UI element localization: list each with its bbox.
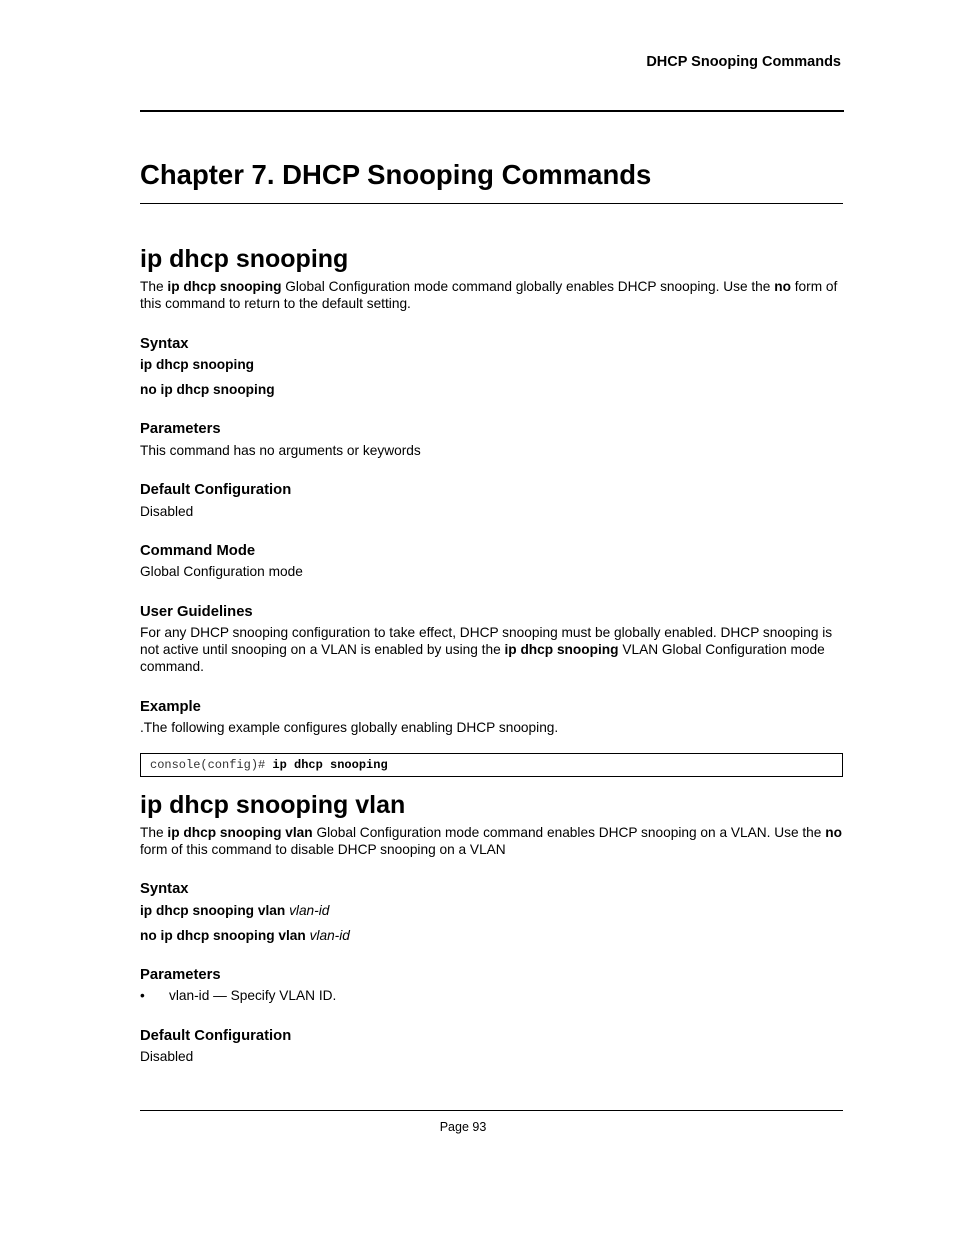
page-number: Page 93 xyxy=(439,1120,487,1134)
intro-text: The xyxy=(140,825,168,840)
guidelines-command: ip dhcp snooping xyxy=(504,642,619,657)
intro-text: The xyxy=(140,279,168,294)
intro-command: ip dhcp snooping xyxy=(167,279,282,294)
parameters-heading: Parameters xyxy=(140,421,221,437)
section-title-ip-dhcp-snooping-vlan: ip dhcp snooping vlan xyxy=(140,791,406,819)
syntax-line: no ip dhcp snooping xyxy=(140,382,275,397)
syntax-line xyxy=(140,902,329,919)
syntax-heading: Syntax xyxy=(140,336,189,352)
intro-text: Global Configuration mode command enables DHCP snooping on a VLAN. Use the xyxy=(312,825,826,840)
intro-keyword: no xyxy=(774,279,791,294)
default-config-text: Disabled xyxy=(140,504,194,519)
console-command: ip dhcp snooping xyxy=(272,758,388,772)
chapter-title: Chapter 7. DHCP Snooping Commands xyxy=(140,159,652,190)
header-rule xyxy=(140,110,844,112)
guidelines-text: For any DHCP snooping configuration to take effect, DHCP snooping must be globally enabled. DHCP snooping is not active until snooping on a VLAN is enabled by using the xyxy=(140,625,833,657)
default-config-heading: Default Configuration xyxy=(140,1028,292,1044)
section1-intro xyxy=(140,278,843,312)
intro-text: form of this command to return to the default setting. xyxy=(140,279,838,311)
syntax-command: ip dhcp snooping vlan xyxy=(140,903,286,918)
footer-rule xyxy=(140,1110,843,1111)
guidelines-text: VLAN Global Configuration mode command. xyxy=(140,642,825,674)
parameter-list-item xyxy=(140,987,336,1004)
syntax-argument: vlan-id xyxy=(289,903,330,918)
command-mode-text: Global Configuration mode xyxy=(140,564,303,579)
syntax-command: no ip dhcp snooping vlan xyxy=(140,928,306,943)
syntax-heading: Syntax xyxy=(140,881,189,897)
syntax-line xyxy=(140,927,350,944)
syntax-line: ip dhcp snooping xyxy=(140,357,255,372)
parameters-heading: Parameters xyxy=(140,967,221,983)
running-header: DHCP Snooping Commands xyxy=(646,54,841,70)
intro-text: Global Configuration mode command globally enables DHCP snooping. Use the xyxy=(281,279,775,294)
intro-command: ip dhcp snooping vlan xyxy=(167,825,313,840)
command-mode-heading: Command Mode xyxy=(140,543,256,559)
section2-intro xyxy=(140,824,843,858)
section-title-ip-dhcp-snooping: ip dhcp snooping xyxy=(140,245,349,273)
example-text: .The following example configures globally enabling DHCP snooping. xyxy=(140,720,559,735)
example-heading: Example xyxy=(140,699,201,715)
syntax-argument: vlan-id xyxy=(309,928,350,943)
default-config-text: Disabled xyxy=(140,1049,194,1064)
bullet-icon: • xyxy=(140,988,145,1003)
parameter-item-text: vlan-id — Specify VLAN ID. xyxy=(169,988,337,1003)
intro-text: form of this command to disable DHCP snooping on a VLAN xyxy=(140,842,506,857)
user-guidelines-heading: User Guidelines xyxy=(140,604,253,620)
user-guidelines-text xyxy=(140,624,843,675)
intro-keyword: no xyxy=(825,825,842,840)
default-config-heading: Default Configuration xyxy=(140,482,292,498)
console-prompt: console(config)# xyxy=(150,758,273,772)
parameters-text: This command has no arguments or keywords xyxy=(140,443,421,458)
chapter-rule xyxy=(140,203,843,204)
code-example-box xyxy=(140,753,843,777)
